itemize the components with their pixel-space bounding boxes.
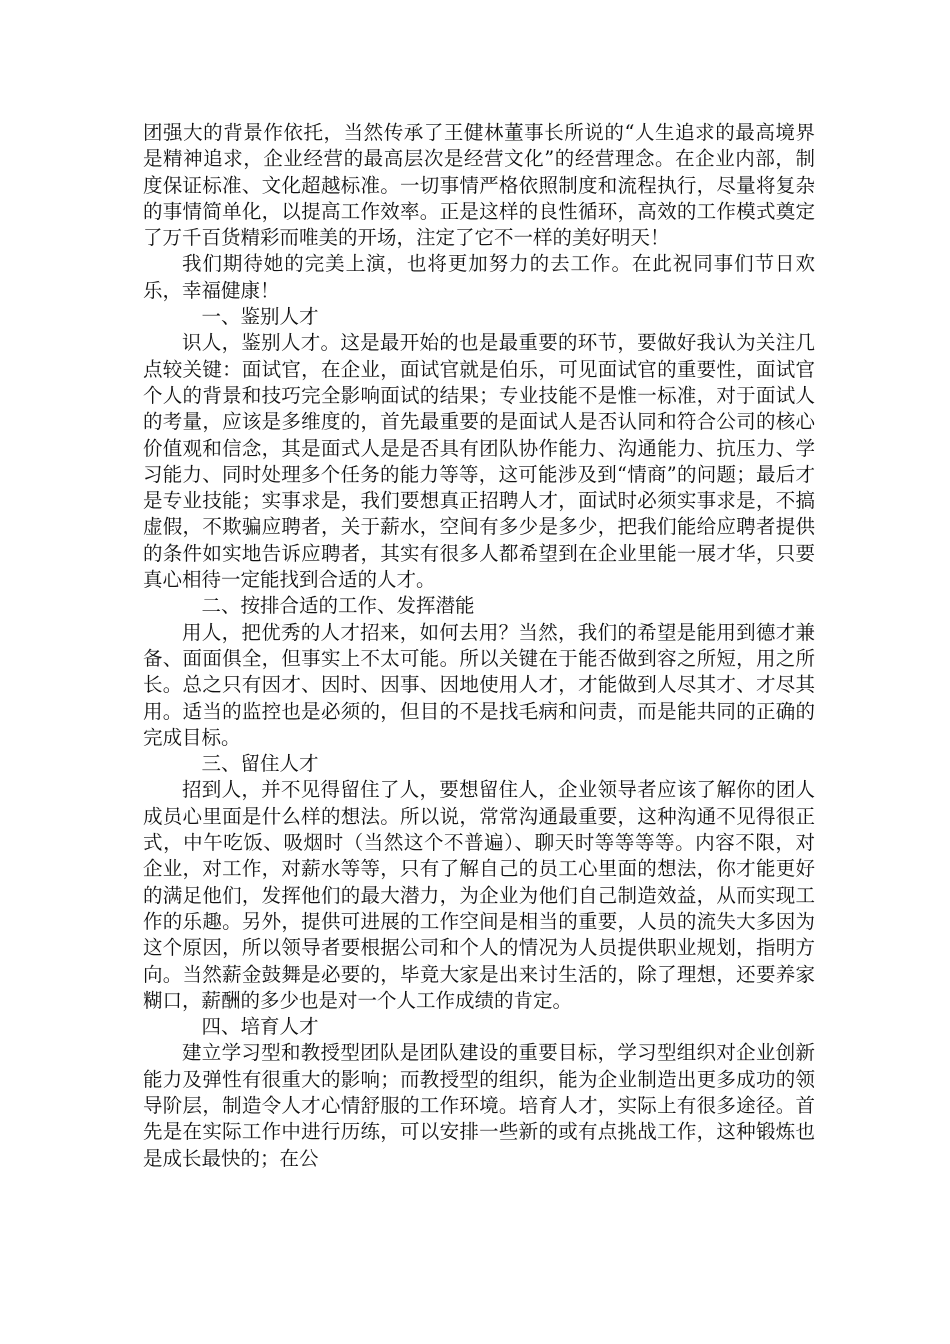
section-heading-arrange-work: 二、按排合适的工作、发挥潜能 bbox=[201, 594, 475, 618]
intro-paragraph: 团强大的背景作依托，当然传承了王健林董事长所说的“人生追求的最高境界是精神追求，企业经营的最高层次是经营文化”的经营理念。在企业内部，制度保证标准、文化超越标准。一切事情严格依照制度和流程执行，尽量将复杂的事情简单化，以提高工作效率。正是这样的良性循环，高效的工作模式奠定了万千百货精彩而唯美的开场，注定了它不一样的美好明天！ bbox=[143, 121, 815, 250]
section-body-retain-talent: 招到人，并不见得留住了人，要想留住人，企业领导者应该了解你的团人成员心里面是什么样的想法。所以说，常常沟通最重要，这种沟通不见得很正式，中午吃饭、吸烟时（当然这个不普遍）、聊天时等等等等。内容不限，对企业，对工作，对薪水等等，只有了解自己的员工心里面的想法，你才能更好的满足他们，发挥他们的最大潜力，为企业为他们自己制造效益，从而实现工作的乐趣。另外，提供可进展的工作空间是相当的重要，人员的流失大多因为这个原因，所以领导者要根据公司和个人的情况为人员提供职业规划，指明方向。当然薪金鼓舞是必要的，毕竟大家是出来讨生活的，除了理想，还要养家糊口，薪酬的多少也是对一个人工作成绩的肯定。 bbox=[143, 778, 815, 1012]
section-heading-cultivate-talent: 四、培育人才 bbox=[201, 1015, 319, 1039]
section-heading-retain-talent: 三、留住人才 bbox=[201, 752, 319, 776]
section-body-identify-talent: 识人，鉴别人才。这是最开始的也是最重要的环节，要做好我认为关注几点较关键：面试官，在企业，面试官就是伯乐，可见面试官的重要性，面试官个人的背景和技巧完全影响面试的结果；专业技能不是惟一标准，对于面试人的考量，应该是多维度的，首先最重要的是面试人是否认同和符合公司的核心价值观和信念，其是面式人是是否具有团队协作能力、沟通能力、抗压力、学习能力、同时处理多个任务的能力等等，这可能涉及到“情商”的问题；最后才是专业技能；实事求是，我们要想真正招聘人才，面试时必须实事求是，不搞虚假，不欺骗应聘者，关于薪水，空间有多少是多少，把我们能给应聘者提供的条件如实地告诉应聘者，其实有很多人都希望到在企业里能一展才华，只要真心相待一定能找到合适的人才。 bbox=[143, 331, 815, 592]
section-heading-identify-talent: 一、鉴别人才 bbox=[201, 305, 319, 329]
section-body-arrange-work: 用人，把优秀的人才招来，如何去用？当然，我们的希望是能用到德才兼备、面面俱全，但事实上不太可能。所以关键在于能否做到容之所短，用之所长。总之只有因才、因时、因事、因地使用人才，才能做到人尽其才、才尽其用。适当的监控也是必须的，但目的不是找毛病和问责，而是能共同的正确的完成目标。 bbox=[143, 620, 815, 749]
section-body-cultivate-talent: 建立学习型和教授型团队是团队建设的重要目标，学习型组织对企业创新能力及弹性有很重大的影响；而教授型的组织，能为企业制造出更多成功的领导阶层，制造令人才心情舒服的工作环境。培育人才，实际上有很多途径。首先是在实际工作中进行历练，可以安排一些新的或有点挑战工作，这种锻炼也是成长最快的；在公 bbox=[143, 1041, 815, 1170]
document-page bbox=[143, 120, 815, 1172]
closing-wish-paragraph: 我们期待她的完美上演，也将更加努力的去工作。在此祝同事们节日欢乐，幸福健康！ bbox=[143, 252, 815, 302]
